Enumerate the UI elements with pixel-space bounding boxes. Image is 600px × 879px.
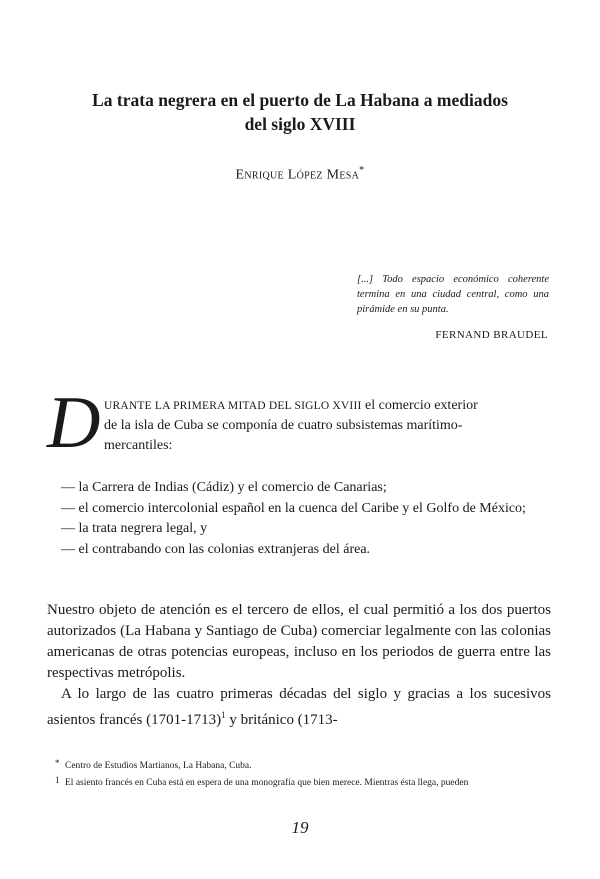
paragraph-2-text-b: y británico (1713- (225, 712, 338, 728)
intro-line-1 (104, 396, 551, 416)
subsystems-list (61, 478, 551, 560)
list-item: — el contrabando con las colonias extranjeras del área. (61, 541, 371, 557)
intro-line-2: de la isla de Cuba se componía de cuatro subsistemas marítimo- (104, 418, 463, 433)
drop-cap: D (47, 382, 101, 464)
footnote-reference-1: 1 (221, 710, 226, 720)
epigraph-author: FERNAND BRAUDEL (435, 329, 548, 341)
footnote-star (55, 758, 551, 773)
footnote-1-text: El asiento francés en Cuba está en espera de una monografía que bien merece. Mientras ésta llega, pueden (65, 778, 469, 788)
list-item: — la Carrera de Indias (Cádiz) y el comercio de Canarias; (61, 480, 387, 495)
list-item: — el comercio intercolonial español en la cuenca del Caribe y el Golfo de México; (61, 500, 526, 516)
body-paragraph-1: Nuestro objeto de atención es el tercero de ellos, el cual permitió a los dos puertos autorizados (La Habana y Santiago de Cuba) comerciar legalmente con las colonias americanas de otras potencias europeas, incluso en los periodos de guerra entre las respectivas metrópolis. (47, 602, 551, 681)
title-line-2: del siglo XVIII (244, 114, 356, 134)
author-footnote-marker: * (359, 165, 365, 176)
intro-line-1-rest: el comercio exterior (361, 398, 478, 413)
footnote-1 (55, 775, 551, 790)
paragraph-2-text-a: A lo largo de las cuatro primeras décadas del siglo y gracias a los sucesivos asientos francés (1701-1713) (47, 686, 551, 728)
footnote-1-marker: 1 (55, 775, 60, 785)
title-line-1: La trata negrera en el puerto de La Habana a mediados (92, 90, 508, 110)
author-name: Enrique López Mesa (235, 167, 360, 183)
body-paragraph-2 (47, 684, 551, 731)
author-byline (0, 165, 600, 184)
intro-line-3: mercantiles: (104, 438, 173, 453)
footnote-star-text: Centro de Estudios Martianos, La Habana, Cuba. (65, 761, 252, 771)
footnote-star-marker: * (55, 758, 60, 768)
intro-paragraph (104, 396, 551, 456)
footnotes (55, 758, 551, 790)
list-item: — la trata negrera legal, y (61, 521, 208, 536)
page-number: 19 (291, 818, 309, 837)
article-title (40, 88, 560, 136)
intro-small-caps: URANTE LA PRIMERA MITAD DEL SIGLO XVIII (104, 400, 362, 412)
epigraph-quote: [...] Todo espacio económico coherente termina en una ciudad central, como una pirámide en su punta. (357, 274, 549, 315)
